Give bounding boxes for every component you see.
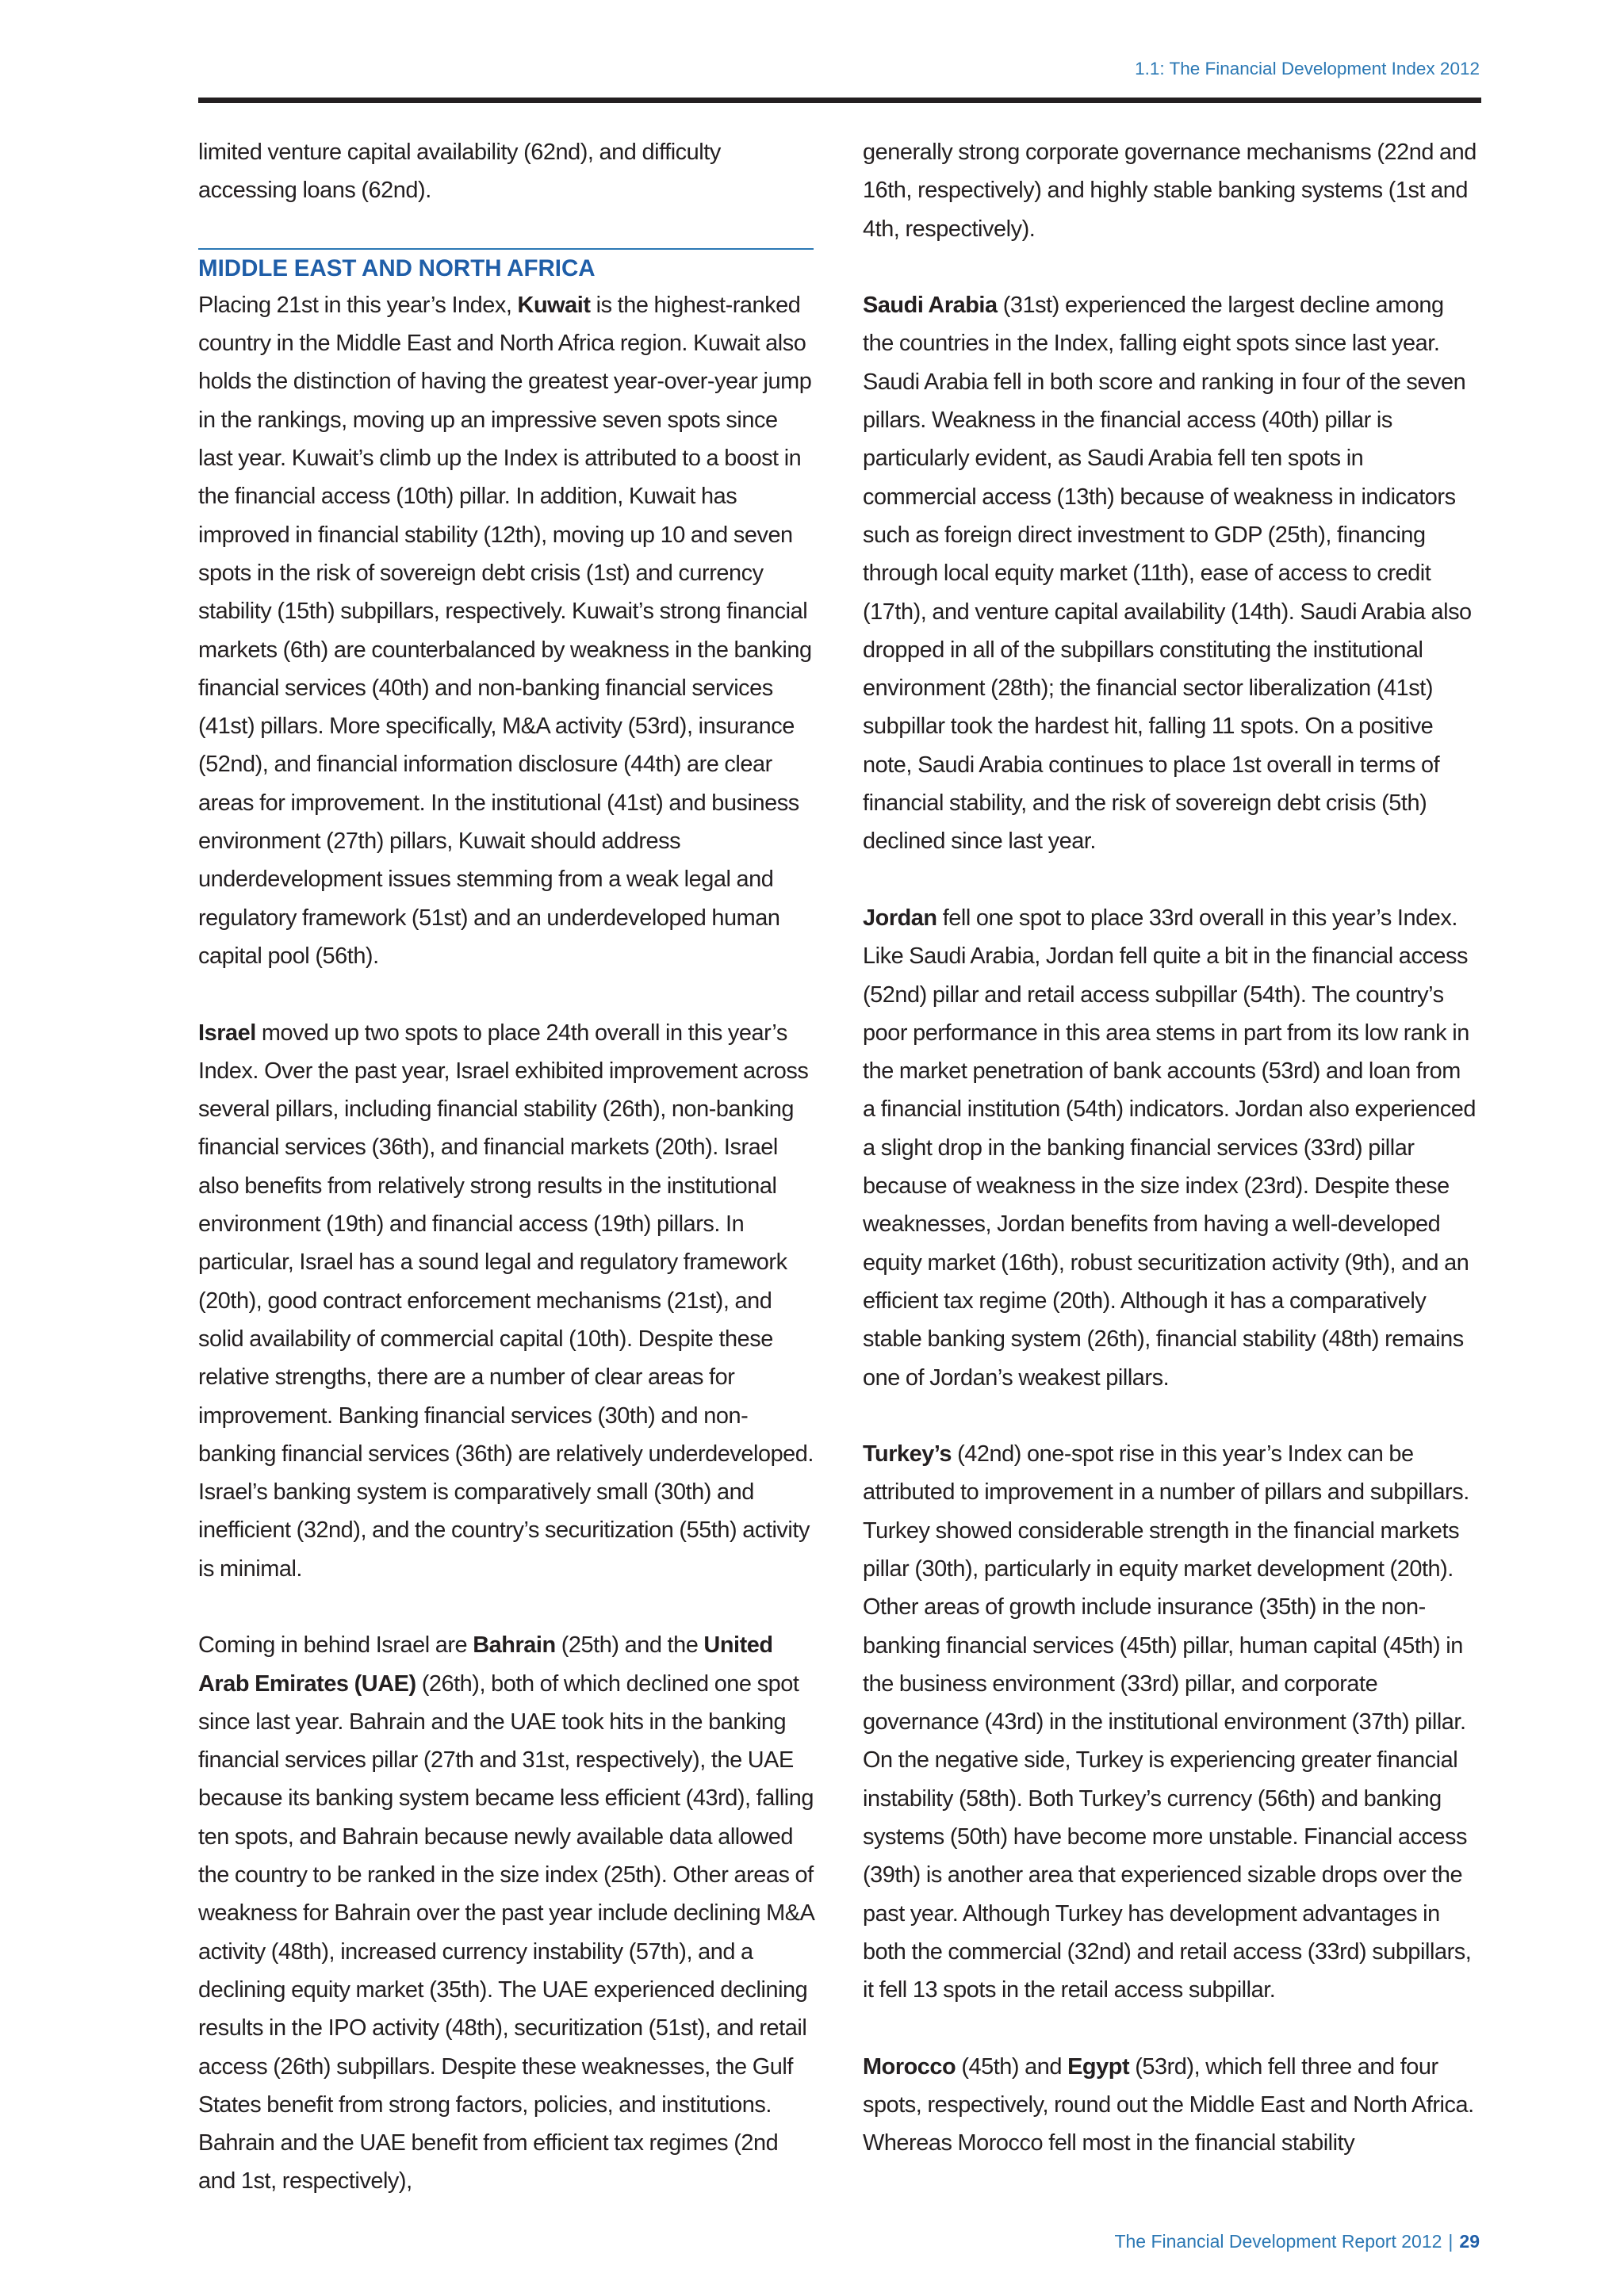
israel-text: moved up two spots to place 24th overall in this year’s Index. Over the past year, Israel exhibited improvement across several pillars, including financial stability (26th), non-banking financial services (36th), and financial markets (20th). Israel also benefits from relatively strong results in the institutional environment (19th) and financial access (19th) pillars. In particular, Israel has a sound legal and regulatory framework (20th), good contract enforcement mechanisms (21st), and solid availability of commercial capital (10th). Despite these relative strengths, there are a number of clear areas for improvement. Banking financial services (30th) and non-banking financial services (36th) are relatively underdeveloped. Israel’s banking system is comparatively small (30th) and inefficient (32nd), and the country’s securitization (55th) activity is minimal. xyxy=(198,1020,814,1582)
page-footer xyxy=(1114,2231,1480,2252)
continuation-paragraph xyxy=(863,133,1478,248)
left-column xyxy=(198,133,814,2201)
footer-separator: | xyxy=(1448,2231,1454,2252)
running-head: 1.1: The Financial Development Index 2012 xyxy=(1135,59,1480,78)
bahrain-uae-pre: Coming in behind Israel are xyxy=(198,1632,473,1659)
turkey-text: (42nd) one-spot rise in this year’s Index can be attributed to improvement in a number of pillars and subpillars. Turkey showed considerable strength in the financial markets pillar (30th), particularly in equity market development (20th). Other areas of growth include insurance (35th) in the non-banking financial services (45th) pillar, human capital (45th) in the business environment (33rd) pillar, and corporate governance (43rd) in the institutional environment (37th) pillar. On the negative side, Turkey is experiencing greater financial instability (58th). Both Turkey’s currency (56th) and banking systems (50th) have become more unstable. Financial access (39th) is another area that experienced sizable drops over the past year. Although Turkey has development advantages in both the commercial (32nd) and retail access (33rd) subpillars, it fell 13 spots in the retail access subpillar. xyxy=(863,1441,1472,2003)
morocco-egypt-paragraph xyxy=(863,2048,1478,2163)
kuwait-name: Kuwait xyxy=(517,292,591,318)
saudi-arabia-paragraph xyxy=(863,286,1478,860)
footer-report-title: The Financial Development Report 2012 xyxy=(1114,2231,1442,2252)
egypt-name: Egypt xyxy=(1067,2053,1130,2080)
bahrain-name: Bahrain xyxy=(473,1632,556,1659)
bahrain-uae-paragraph xyxy=(198,1626,814,2200)
continuation-text: generally strong corporate governance mechanisms (22nd and 16th, respectively) and highly stable banking systems (1st and 4th, respectively). xyxy=(863,140,1477,242)
jordan-name: Jordan xyxy=(863,905,937,931)
turkey-paragraph xyxy=(863,1435,1478,2009)
jordan-text: fell one spot to place 33rd overall in this year’s Index. Like Saudi Arabia, Jordan fell quite a bit in the financial access (52nd) pillar and retail access subpillar (54th). The country’s poor performance in this area stems in part from its low rank in the market penetration of bank accounts (53rd) and loan from a financial institution (54th) indicators. Jordan also experienced a slight drop in the banking financial services (33rd) pillar because of weakness in the size index (23rd). Despite these weaknesses, Jordan benefits from having a well-developed equity market (16th), robust securitization activity (9th), and an efficient tax regime (20th). Although it has a comparatively stable banking system (26th), financial stability (48th) remains one of Jordan’s weakest pillars. xyxy=(863,905,1476,1391)
bahrain-uae-text: (26th), both of which declined one spot since last year. Bahrain and the UAE took hits in the banking financial services pillar (27th and 31st, respectively), the UAE because its banking system became less efficient (43rd), falling ten spots, and Bahrain because newly available data allowed the country to be ranked in the size index (25th). Other areas of weakness for Bahrain over the past year include declining M&A activity (48th), increased currency instability (57th), and a declining equity market (35th). The UAE experienced declining results in the IPO activity (48th), securitization (51st), and retail access (26th) subpillars. Despite these weaknesses, the Gulf States benefit from strong factors, policies, and institutions. Bahrain and the UAE benefit from efficient tax regimes (2nd and 1st, respectively), xyxy=(198,1670,814,2195)
intro-continuation-text: limited venture capital availability (62nd), and difficulty accessing loans (62nd). xyxy=(198,140,721,204)
bahrain-uae-mid: (25th) and the xyxy=(555,1632,704,1659)
kuwait-pre: Placing 21st in this year’s Index, xyxy=(198,292,518,318)
section-heading: MIDDLE EAST AND NORTH AFRICA xyxy=(198,254,596,281)
top-rule xyxy=(198,98,1481,103)
morocco-egypt-text: (53rd), which fell three and four spots, respectively, round out the Middle East and North Africa. Whereas Morocco fell most in the financial stability xyxy=(863,2053,1474,2156)
right-column xyxy=(863,133,1478,2163)
jordan-paragraph xyxy=(863,899,1478,1397)
saudi-arabia-name: Saudi Arabia xyxy=(863,293,998,319)
israel-paragraph xyxy=(198,1014,814,1588)
kuwait-paragraph xyxy=(198,286,814,975)
morocco-name: Morocco xyxy=(863,2053,956,2080)
morocco-egypt-mid: (45th) and xyxy=(956,2053,1068,2080)
saudi-arabia-text: (31st) experienced the largest decline among the countries in the Index, falling eight spots since last year. Saudi Arabia fell in both score and ranking in four of the seven pillars. Weakness in the financial access (40th) pillar is particularly evident, as Saudi Arabia fell ten spots in commercial access (13th) because of weakness in indicators such as foreign direct investment to GDP (25th), financing through local equity market (11th), ease of access to credit (17th), and venture capital availability (14th). Saudi Arabia also dropped in all of the subpillars constituting the institutional environment (28th); the financial sector liberalization (41st) subpillar took the hardest hit, falling 11 spots. On a positive note, Saudi Arabia continues to place 1st overall in terms of financial stability, and the risk of sovereign debt crisis (5th) declined since last year. xyxy=(863,293,1472,855)
section-rule xyxy=(198,248,814,250)
kuwait-text: is the highest-ranked country in the Middle East and North Africa region. Kuwait also holds the distinction of having the greatest year-over-year jump in the rankings, moving up an impressive seven spots since last year. Kuwait’s climb up the Index is attributed to a boost in the financial access (10th) pillar. In addition, Kuwait has improved in financial stability (12th), moving up 10 and seven spots in the risk of sovereign debt crisis (1st) and currency stability (15th) subpillars, respectively. Kuwait’s strong financial markets (6th) are counterbalanced by weakness in the banking financial services (40th) and non-banking financial services (41st) pillars. More specifically, M&A activity (53rd), insurance (52nd), and financial information disclosure (44th) are clear areas for improvement. In the institutional (41st) and business environment (27th) pillars, Kuwait should address underdevelopment issues stemming from a weak legal and regulatory framework (51st) and an underdeveloped human capital pool (56th). xyxy=(198,292,812,969)
uae-name: United Arab Emirates (UAE) xyxy=(198,1632,773,1697)
page-number: 29 xyxy=(1459,2231,1480,2252)
intro-continuation-paragraph xyxy=(198,133,814,210)
israel-name: Israel xyxy=(198,1020,256,1046)
turkey-name: Turkey’s xyxy=(863,1441,952,1468)
